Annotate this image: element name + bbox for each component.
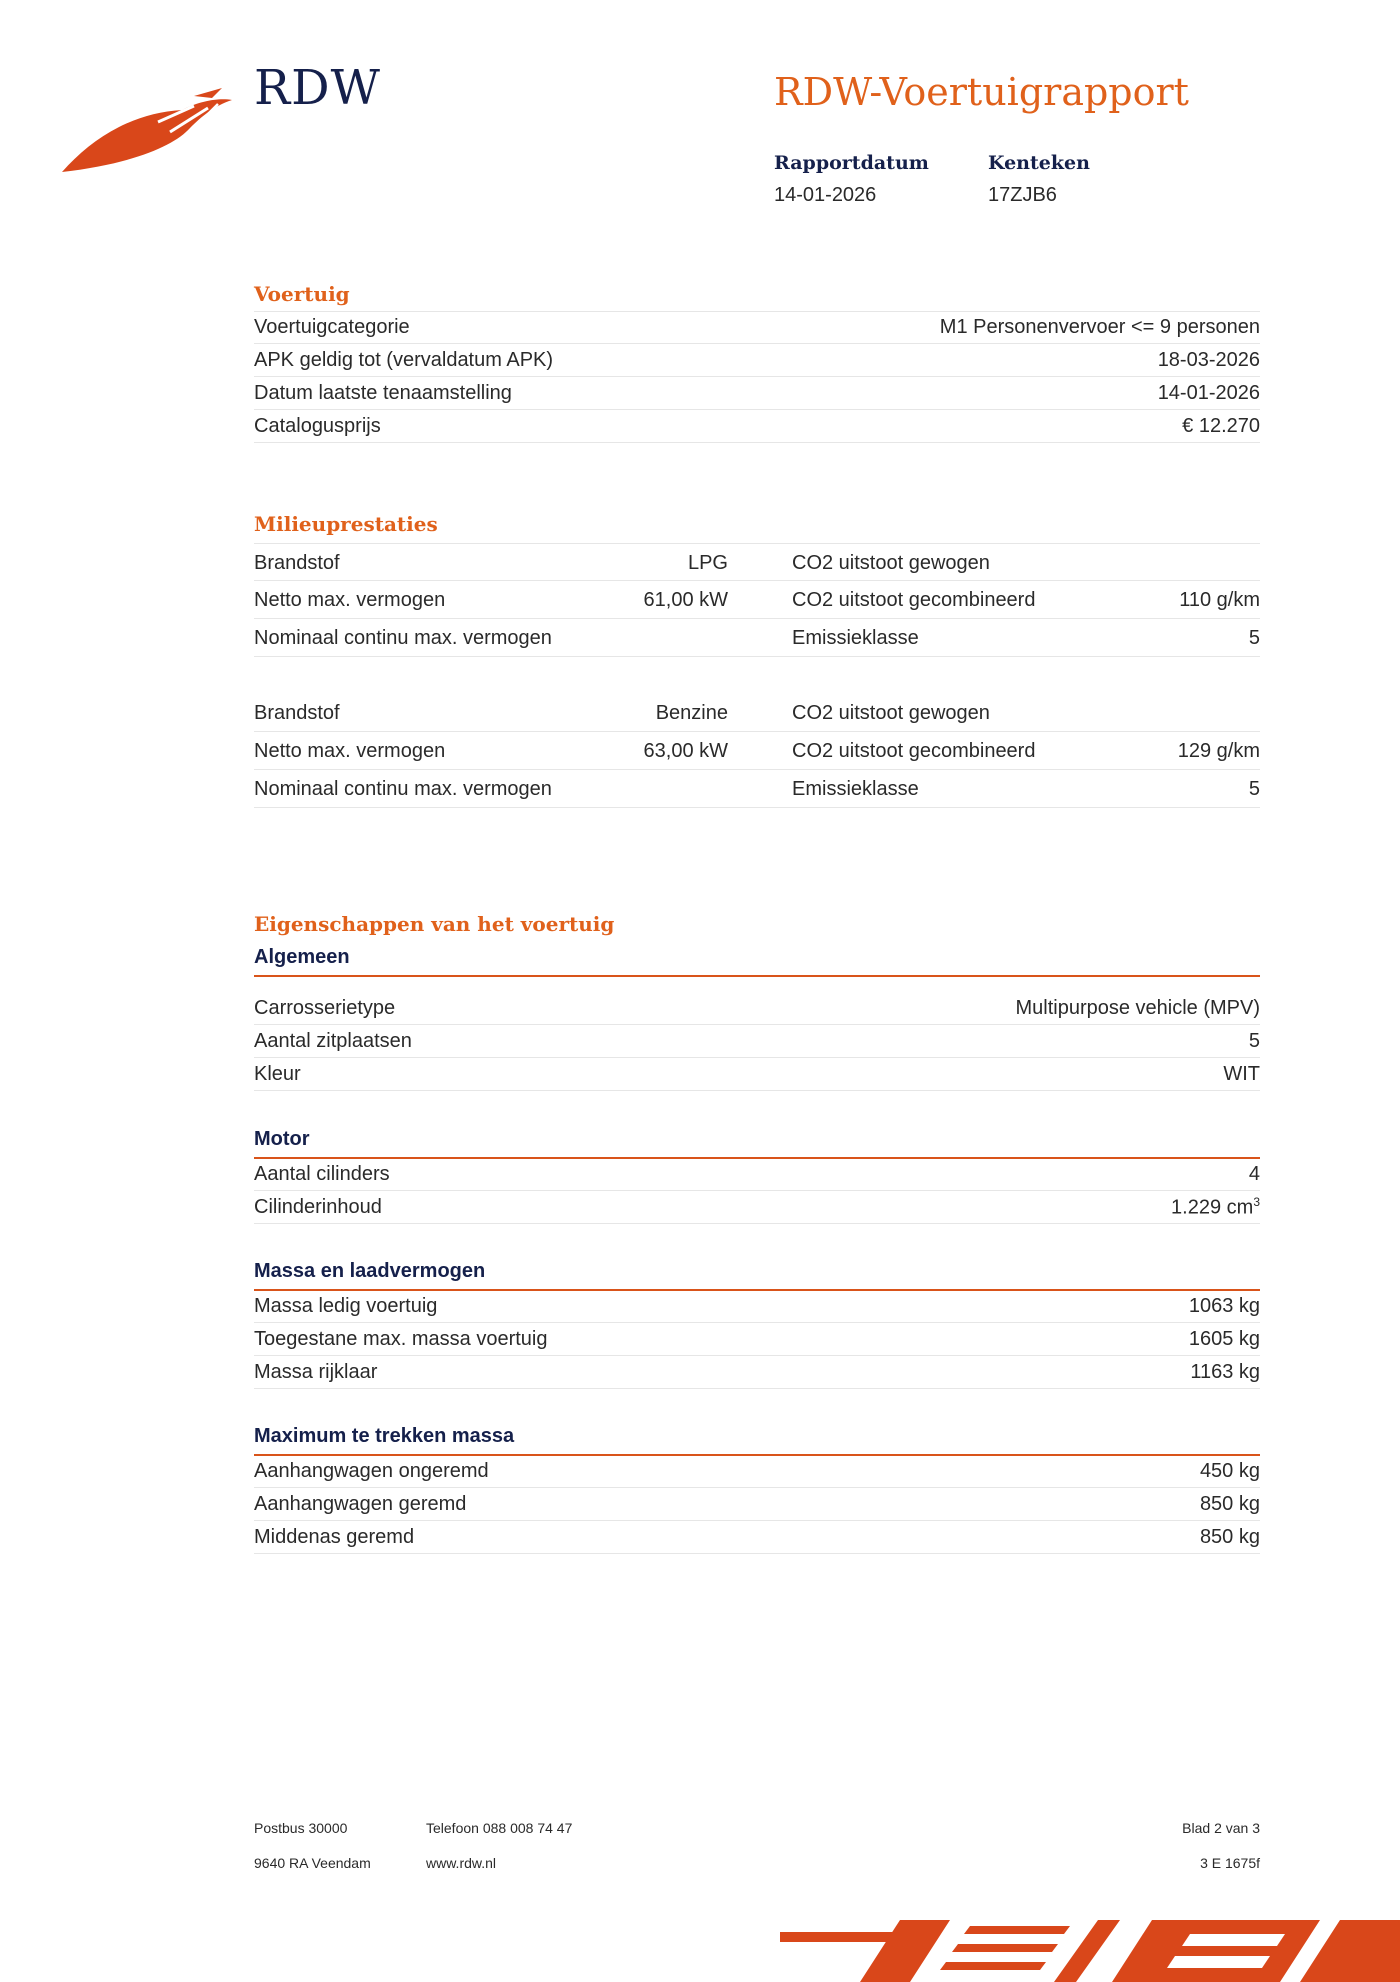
- row-label: Netto max. vermogen: [254, 589, 446, 611]
- row-label: Nominaal continu max. vermogen: [254, 778, 552, 800]
- subhead-algemeen: Algemeen: [254, 946, 1260, 977]
- table-row: [254, 581, 1260, 619]
- table-row: [254, 1290, 1260, 1323]
- table-row: [254, 344, 1260, 377]
- kenteken-block: [988, 152, 1090, 207]
- row-label: Massa rijklaar: [254, 1360, 378, 1383]
- table-row: [254, 311, 1260, 344]
- rdw-logo-text: RDW: [254, 60, 381, 116]
- kenteken-value: 17ZJB6: [988, 184, 1057, 206]
- cilinderinhoud-value: 1.229 cm: [1171, 1196, 1254, 1219]
- section-title-eigenschappen: Eigenschappen van het voertuig: [254, 912, 615, 936]
- row-value: 63,00 kW: [643, 740, 728, 762]
- row-value: 18-03-2026: [1157, 348, 1260, 371]
- table-row: [254, 619, 1260, 657]
- section-title-milieu: Milieuprestaties: [254, 512, 438, 536]
- footer-postbus: Postbus 30000: [254, 1820, 348, 1836]
- table-row: [254, 732, 1260, 770]
- motor-table: [254, 1158, 1260, 1224]
- kenteken-label: Kenteken: [988, 152, 1090, 174]
- row-label: Brandstof: [254, 702, 340, 724]
- footer-website[interactable]: www.rdw.nl: [426, 1855, 497, 1871]
- table-row: [254, 1356, 1260, 1389]
- row-value: 4: [1248, 1162, 1260, 1185]
- row-label: Nominaal continu max. vermogen: [254, 627, 552, 649]
- row-label: Brandstof: [254, 552, 340, 574]
- row-value: 61,00 kW: [643, 589, 728, 611]
- cubic-superscript: 3: [1253, 1194, 1260, 1209]
- row-label: Emissieklasse: [792, 778, 919, 800]
- row-value: 850 kg: [1199, 1525, 1260, 1548]
- rdw-wing-logo-icon: [62, 88, 232, 180]
- row-label: CO2 uitstoot gewogen: [792, 552, 990, 574]
- rapportdatum-block: [774, 152, 929, 207]
- row-value: 1605 kg: [1188, 1327, 1260, 1350]
- row-value: 110 g/km: [1179, 589, 1260, 611]
- table-row: [254, 1191, 1260, 1224]
- footer-city: 9640 RA Veendam: [254, 1855, 371, 1871]
- row-value: 850 kg: [1199, 1492, 1260, 1515]
- table-row: [254, 770, 1260, 808]
- row-value: LPG: [687, 552, 728, 574]
- row-label: Massa ledig voertuig: [254, 1294, 438, 1317]
- algemeen-table: [254, 992, 1260, 1091]
- milieu-block-lpg: [254, 543, 1260, 657]
- row-label: Cilinderinhoud: [254, 1195, 382, 1218]
- row-value: 1163 kg: [1190, 1360, 1260, 1383]
- milieu-block-benzine: [254, 694, 1260, 808]
- row-value: 14-01-2026: [1157, 381, 1260, 404]
- row-value: Multipurpose vehicle (MPV): [1015, 996, 1260, 1019]
- table-row: [254, 410, 1260, 443]
- row-label: Emissieklasse: [792, 627, 919, 649]
- subhead-motor: Motor: [254, 1128, 1260, 1159]
- row-label: Netto max. vermogen: [254, 740, 446, 762]
- row-value: 5: [1248, 778, 1260, 800]
- footer-page-number: Blad 2 van 3: [1182, 1820, 1260, 1836]
- rapportdatum-value: 14-01-2026: [774, 184, 877, 206]
- table-row: [254, 992, 1260, 1025]
- table-row: [254, 543, 1260, 581]
- row-label: Aantal zitplaatsen: [254, 1029, 412, 1052]
- table-row: [254, 1323, 1260, 1356]
- row-value: Benzine: [655, 702, 728, 724]
- row-value: 5: [1248, 1029, 1260, 1052]
- table-row: [254, 1025, 1260, 1058]
- table-row: [254, 1455, 1260, 1488]
- table-row: [254, 1158, 1260, 1191]
- row-label: Aanhangwagen ongeremd: [254, 1459, 489, 1482]
- voertuig-table: [254, 311, 1260, 443]
- row-label: Datum laatste tenaamstelling: [254, 381, 512, 404]
- row-label: Aanhangwagen geremd: [254, 1492, 467, 1515]
- table-row: [254, 1058, 1260, 1091]
- row-value: 129 g/km: [1177, 740, 1260, 762]
- row-label: CO2 uitstoot gecombineerd: [792, 740, 1036, 762]
- table-row: [254, 1488, 1260, 1521]
- footer-code: 3 E 1675f: [1200, 1855, 1260, 1871]
- row-value: 450 kg: [1199, 1459, 1260, 1482]
- row-label: CO2 uitstoot gewogen: [792, 702, 990, 724]
- row-label: Kleur: [254, 1062, 301, 1085]
- row-label: Catalogusprijs: [254, 414, 381, 437]
- subhead-massa: Massa en laadvermogen: [254, 1260, 1260, 1291]
- row-label: CO2 uitstoot gecombineerd: [792, 589, 1036, 611]
- row-value: M1 Personenvervoer <= 9 personen: [939, 316, 1260, 338]
- row-value: € 12.270: [1182, 414, 1260, 437]
- rapportdatum-label: Rapportdatum: [774, 152, 929, 174]
- footer-telefoon: Telefoon 088 008 74 47: [426, 1820, 573, 1836]
- table-row: [254, 694, 1260, 732]
- row-label: Toegestane max. massa voertuig: [254, 1327, 548, 1350]
- massa-table: [254, 1290, 1260, 1389]
- row-label: APK geldig tot (vervaldatum APK): [254, 348, 554, 371]
- row-value: [1171, 1195, 1260, 1220]
- subhead-trekken: Maximum te trekken massa: [254, 1425, 1260, 1456]
- row-label: Carrosserietype: [254, 996, 396, 1019]
- row-value: 1063 kg: [1188, 1294, 1260, 1317]
- table-row: [254, 377, 1260, 410]
- report-title: RDW-Voertuigrapport: [774, 70, 1189, 114]
- section-title-voertuig: Voertuig: [254, 282, 350, 306]
- trekken-table: [254, 1455, 1260, 1554]
- row-value: WIT: [1223, 1062, 1260, 1085]
- row-label: Aantal cilinders: [254, 1162, 390, 1185]
- table-row: [254, 1521, 1260, 1554]
- row-label: Voertuigcategorie: [254, 316, 410, 338]
- rdw-stripes-decoration-icon: [780, 1920, 1400, 1982]
- row-label: Middenas geremd: [254, 1525, 415, 1548]
- row-value: 5: [1248, 627, 1260, 649]
